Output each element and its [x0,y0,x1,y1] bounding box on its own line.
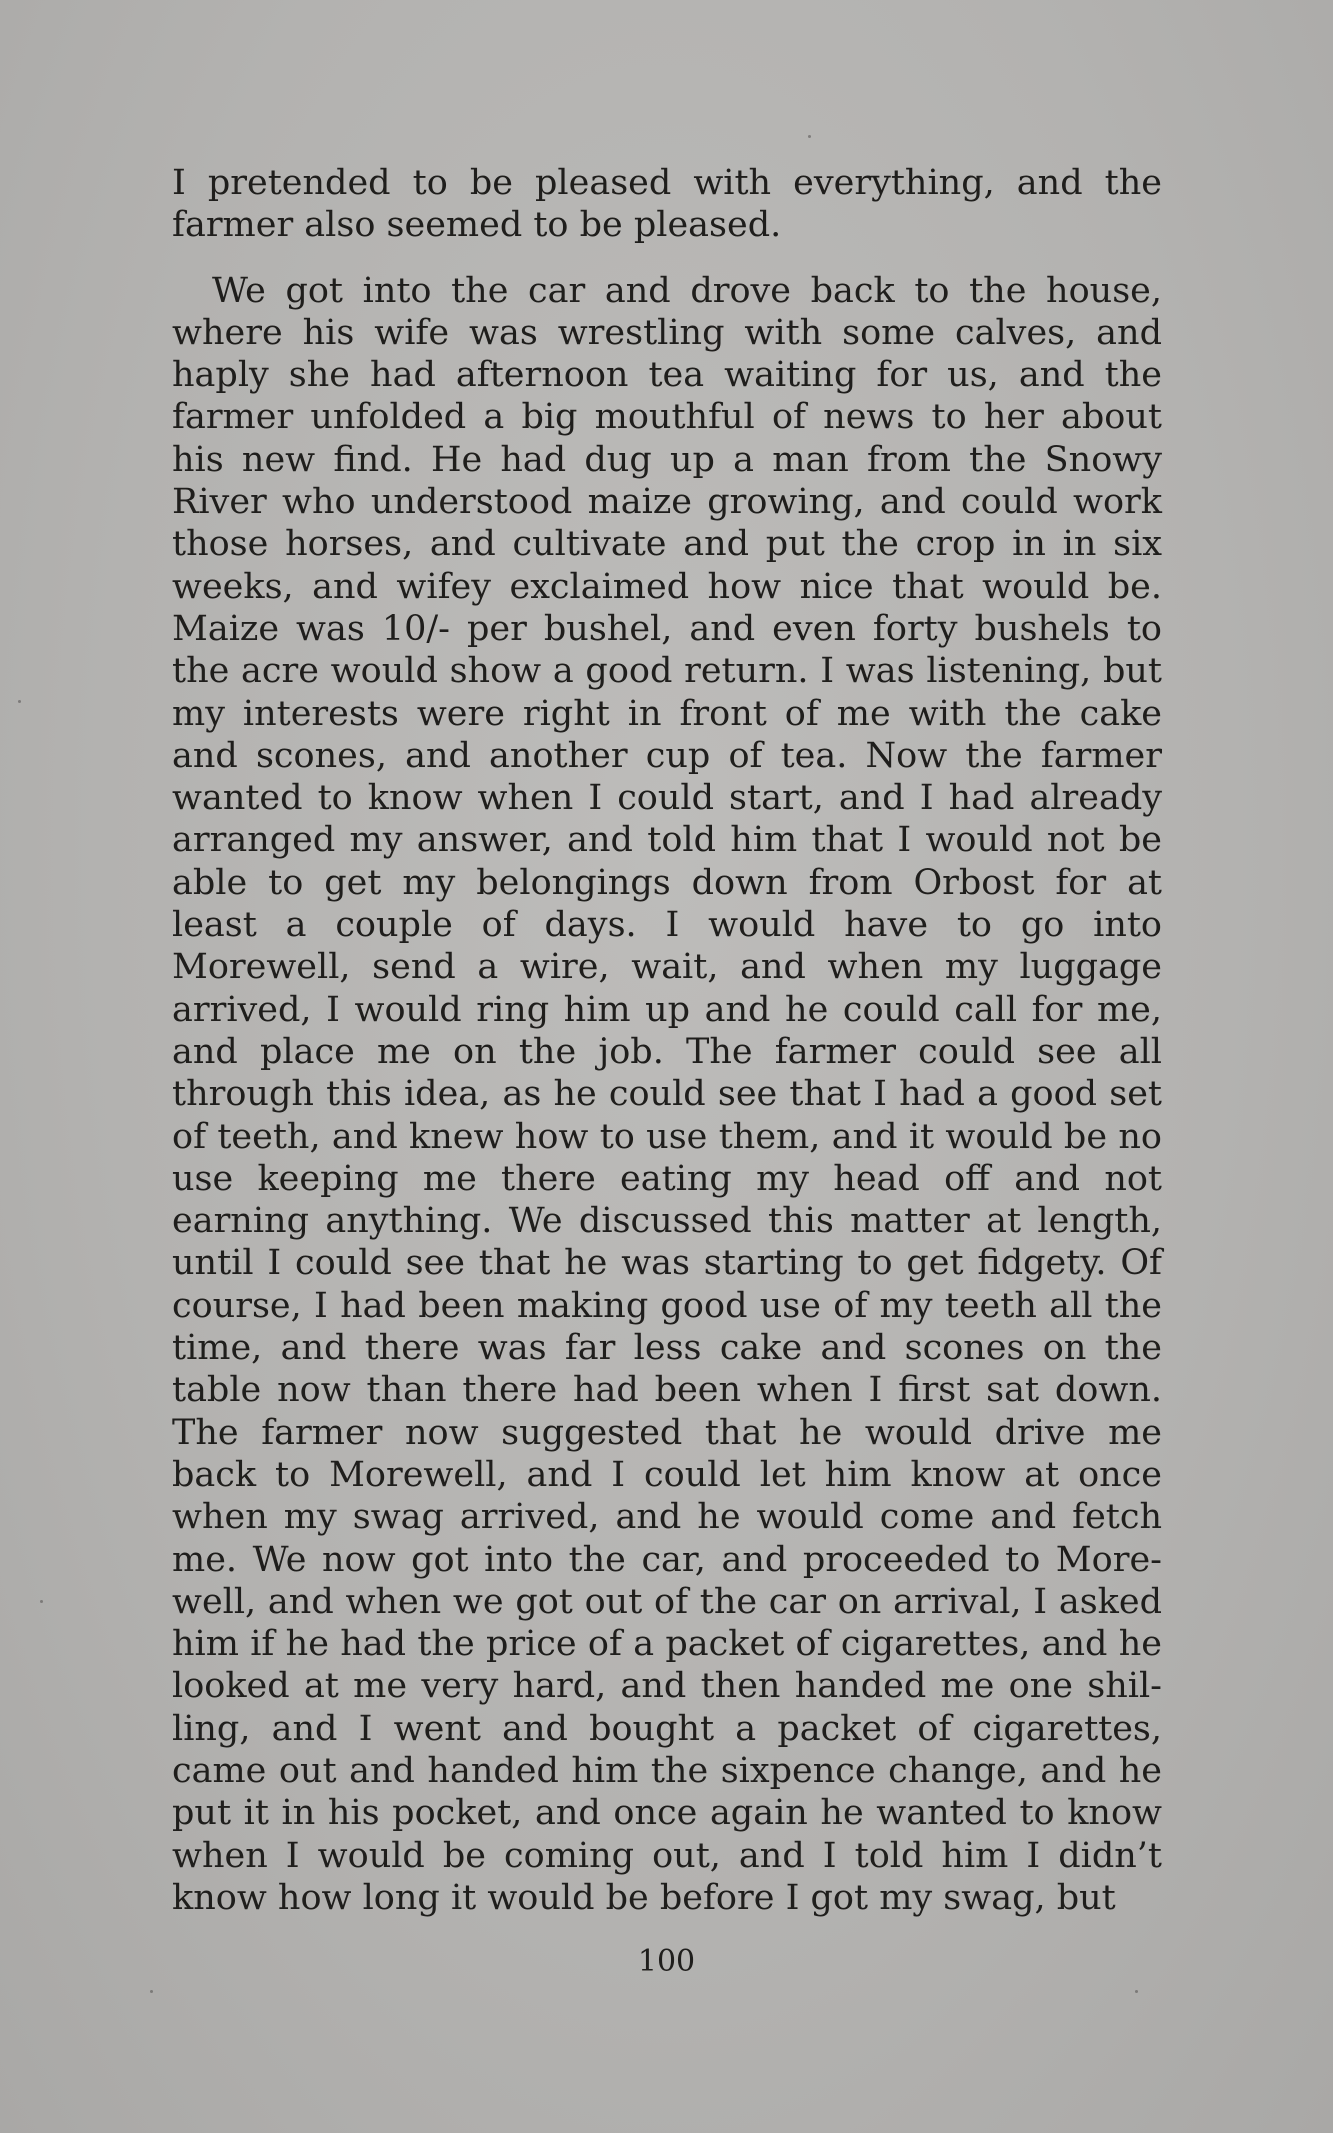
page-number: 100 [637,1944,696,1979]
paper-speck [1135,1990,1138,1993]
paragraph-2: We got into the car and drove back to the house, where his wife was wrestling with some calves, and haply she had afternoon tea waiting for us, and the farmer unfolded a big mouthful of news to her about his new find. He had dug up a man from the Snowy River who understood maize growing, and could work those horses, and cultivate and put the crop in in six weeks, and wifey exclaimed how nice that would be. Maize was 10/- per bushel, and even forty bushels to the acre would show a good return. I was listening, but my interests were right in front of me with the cake and scones, and another cup of tea. Now the farmer wanted to know when I could start, and I had already arranged my answer, and told him that I would not be able to get my belongings down from Orbost for at least a couple of days. I would have to go into Morewell, send a wire, wait, and when my luggage arrived, I would ring him up and he could call for me, and place me on the job. The farmer could see all through this idea, as he could see that I had a good set of teeth, and knew how to use them, and it would be no use keeping me there eating my head off and not earning anything. We discussed this matter at length, until I could see that he was starting to get fidgety. Of course, I had been making good use of my teeth all the time, and there was far less cake and scones on the table now than there had been when I first sat down. The farmer now suggested that he would drive me back to Morewell, and I could let him know at once when my swag arrived, and he would come and fetch me. We now got into the car, and proceeded to More-well, and when we got out of the car on arrival, I asked him if he had the price of a packet of cigarettes, and he looked at me very hard, and then handed me one shil-ling, and I went and bought a packet of cigarettes, came out and handed him the sixpence change, and he put it in his pocket, and once again he wanted to know when I would be coming out, and I told him I didn’t know how long it would be before I got my swag, but [172,270,1162,1918]
paper-speck [18,700,21,703]
paper-speck [150,1990,153,1993]
paper-speck [808,135,811,138]
paragraph-1: I pretended to be pleased with everything, and the farmer also seemed to be pleased. [172,163,1162,246]
paper-speck [40,1600,43,1603]
body-text [172,162,1162,1919]
